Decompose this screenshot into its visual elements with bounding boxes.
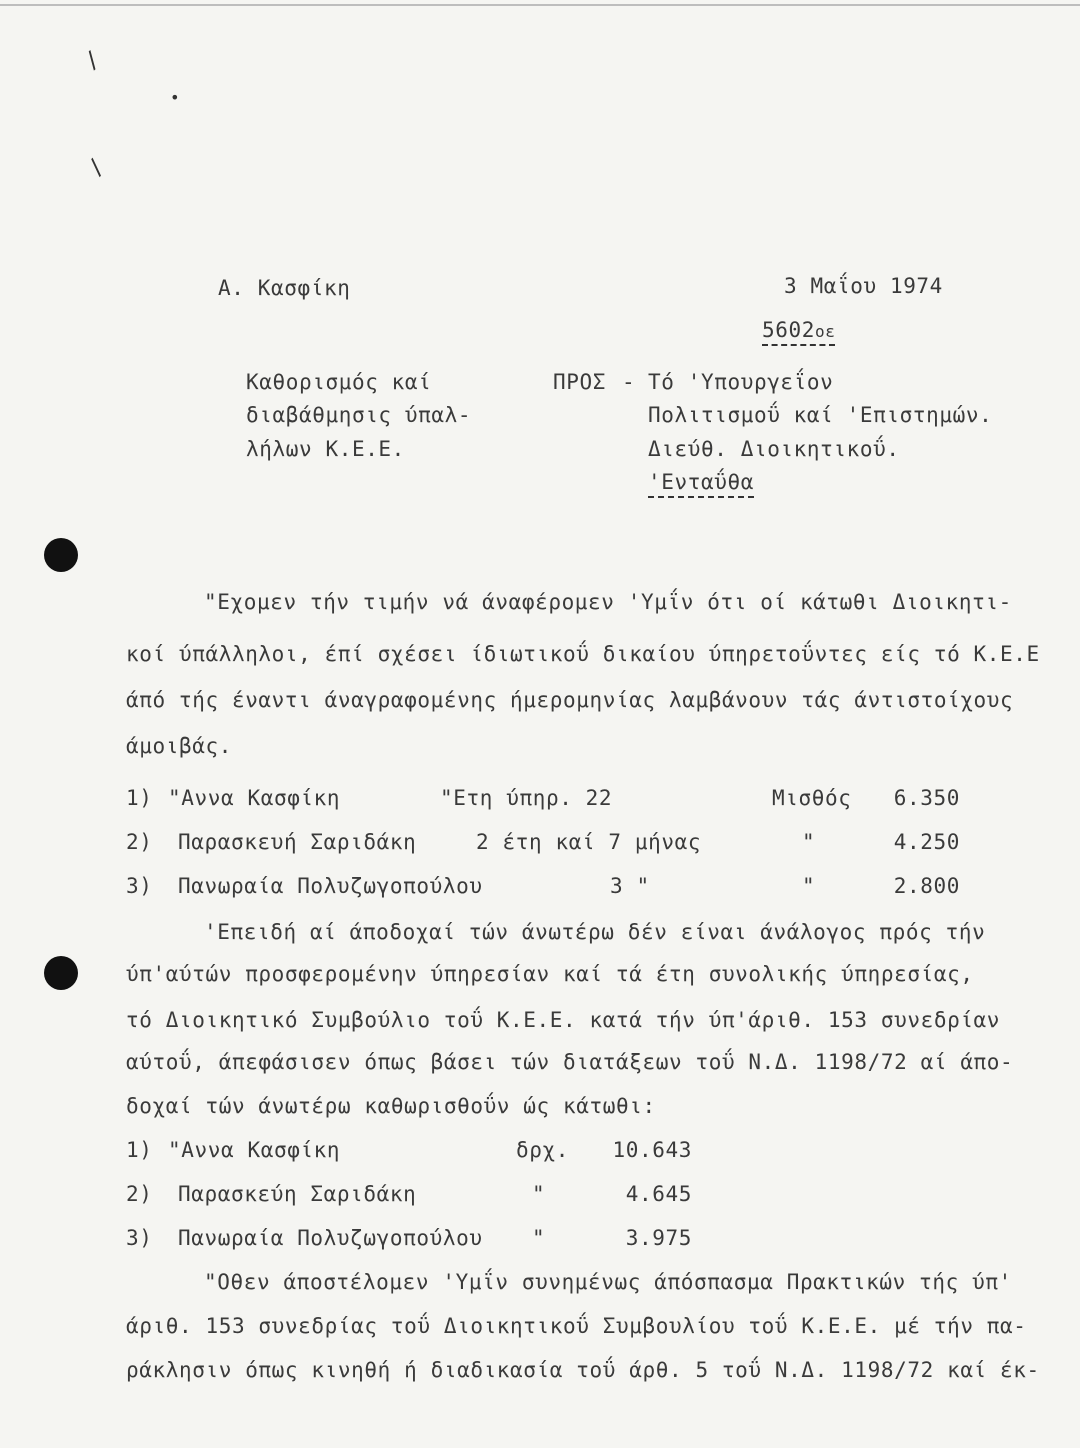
- pen-mark: •: [170, 88, 180, 107]
- salary-amount: 4.645: [625, 1182, 692, 1206]
- employee-name: Πανωραία Πολυζωγοπούλου: [178, 874, 483, 898]
- body-line: "Οθεν άποστέλομεν 'Υμΐν συνημένως άπόσπασμα Πρακτικών τής ύπ': [204, 1270, 1012, 1294]
- body-line: 'Επειδή αί άποδοχαί τών άνωτέρω δέν είναι άνάλογος πρός τήν: [204, 920, 986, 944]
- service-years: 3 ": [610, 874, 650, 898]
- employee-name: "Αννα Κασφίκη: [168, 1138, 341, 1162]
- salary-amount: 10.643: [612, 1138, 692, 1162]
- salary-amount: 3.975: [625, 1226, 692, 1250]
- salary-amount: 6.350: [893, 786, 960, 810]
- body-line: ύπ'αύτών προσφερομένην ύπηρεσίαν καί τά έτη συνολικής ύπηρεσίας,: [126, 962, 974, 986]
- currency-label: ": [532, 1182, 546, 1206]
- punch-hole: [44, 538, 78, 572]
- recipient-dash: -: [622, 370, 636, 394]
- body-line: άπό τής έναντι άναγραφομένης ήμερομηνίας λαμβάνουν τάς άντιστοίχους: [126, 688, 1014, 712]
- scan-edge-line: [0, 4, 1080, 6]
- row-number: 3): [126, 1226, 153, 1250]
- row-number: 1): [126, 1138, 153, 1162]
- recipient-line: Πολιτισμοΰ καί 'Επιστημών.: [648, 403, 993, 427]
- employee-name: "Αννα Κασφίκη: [168, 786, 341, 810]
- salary-label: ": [802, 830, 816, 854]
- employee-name: Παρασκευή Σαριδάκη: [178, 830, 417, 854]
- recipient-line: Τό 'Υπουργεΐον: [648, 370, 834, 394]
- pen-mark: /: [82, 154, 111, 181]
- sender-name: Α. Κασφίκη: [218, 276, 351, 300]
- salary-amount: 2.800: [893, 874, 960, 898]
- salary-amount: 4.250: [893, 830, 960, 854]
- currency-label: ": [532, 1226, 546, 1250]
- subject-line: Καθορισμός καί: [246, 370, 432, 394]
- body-line: τό Διοικητικό Συμβούλιο τοΰ Κ.Ε.Ε. κατά τήν ύπ'άριθ. 153 συνεδρίαν: [126, 1008, 1001, 1032]
- currency-label: δρχ.: [516, 1138, 569, 1162]
- service-years: "Ετη ύπηρ. 22: [440, 786, 613, 810]
- row-number: 2): [126, 1182, 153, 1206]
- employee-name: Πανωραία Πολυζωγοπούλου: [178, 1226, 483, 1250]
- salary-label: Μισθός: [772, 786, 852, 810]
- body-line: κοί ύπάλληλοι, έπί σχέσει ίδιωτικοΰ δικαίου ύπηρετοΰντες είς τό Κ.Ε.Ε: [126, 642, 1040, 666]
- employee-name: Παρασκεύη Σαριδάκη: [178, 1182, 417, 1206]
- body-line: δοχαί τών άνωτέρω καθωρισθοΰν ώς κάτωθι:: [126, 1094, 656, 1118]
- body-line: άμοιβάς.: [126, 734, 232, 758]
- recipient-label: ΠΡΟΣ: [553, 370, 606, 394]
- reference-number: 5602οε: [762, 318, 835, 342]
- body-line: "Εχομεν τήν τιμήν νά άναφέρομεν 'Υμΐν ότι οί κάτωθι Διοικητι-: [204, 590, 1012, 614]
- punch-hole: [44, 956, 78, 990]
- recipient-line: 'Ενταΰθα: [648, 470, 754, 494]
- row-number: 1): [126, 786, 153, 810]
- subject-line: διαβάθμησις ύπαλ-: [246, 403, 472, 427]
- body-line: αύτοΰ, άπεφάσισεν όπως βάσει τών διατάξεων τοΰ Ν.Δ. 1198/72 αί άπο-: [126, 1050, 1014, 1074]
- body-line: άριθ. 153 συνεδρίας τοΰ Διοικητικοΰ Συμβουλίου τοΰ Κ.Ε.Ε. μέ τήν πα-: [126, 1314, 1027, 1338]
- row-number: 3): [126, 874, 153, 898]
- pen-mark: /: [79, 46, 106, 75]
- service-years: 2 έτη καί 7 μήνας: [476, 830, 702, 854]
- row-number: 2): [126, 830, 153, 854]
- body-line: ράκλησιν όπως κινηθή ή διαδικασία τοΰ άρθ. 5 τοΰ Ν.Δ. 1198/72 καί έκ-: [126, 1358, 1040, 1382]
- letter-date: 3 Μαΐου 1974: [784, 274, 943, 298]
- subject-line: λήλων Κ.Ε.Ε.: [246, 437, 405, 461]
- salary-label: ": [802, 874, 816, 898]
- recipient-line: Διεύθ. Διοικητικοΰ.: [648, 437, 900, 461]
